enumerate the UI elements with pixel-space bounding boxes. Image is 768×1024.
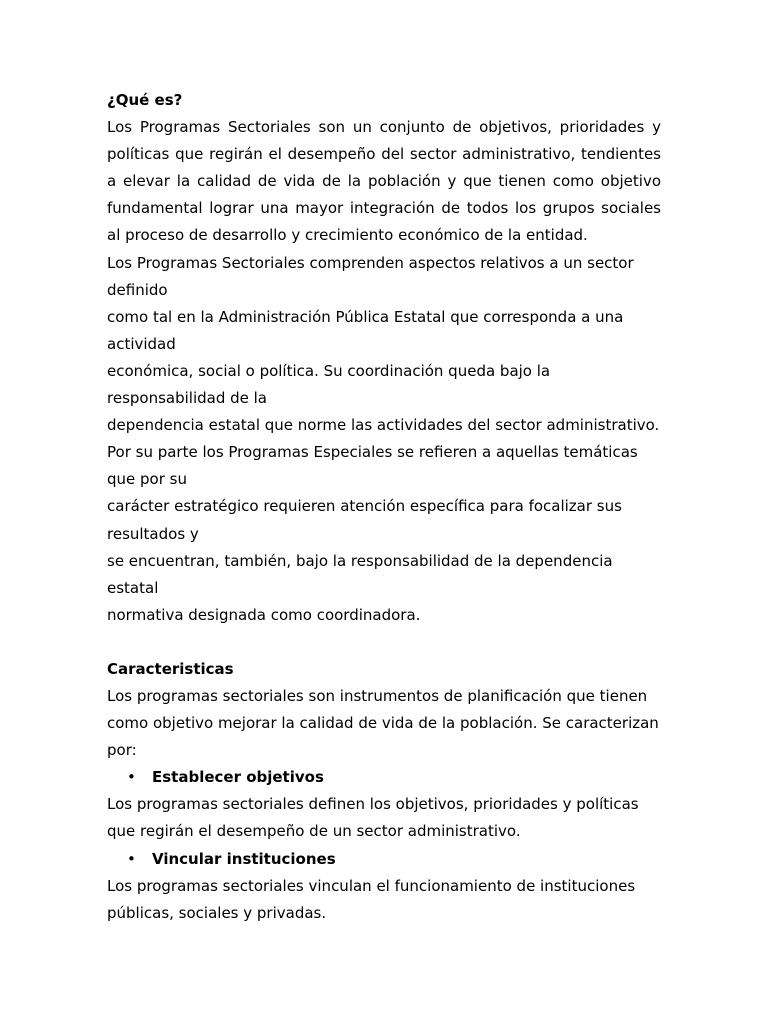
text-line: dependencia estatal que norme las actividades del sector administrativo. — [107, 416, 660, 435]
section-heading-que-es: ¿Qué es? — [107, 91, 183, 109]
text-line: se encuentran, también, bajo la responsabilidad de la dependencia — [107, 551, 613, 570]
text-line: resultados y — [107, 524, 199, 543]
text-line: estatal — [107, 578, 159, 597]
text-line: carácter estratégico requieren atención específica para focalizar sus — [107, 497, 622, 516]
bullet-description: Los programas sectoriales vinculan el funcionamiento de instituciones públicas, sociales y privadas. — [107, 876, 636, 922]
text-line: actividad — [107, 334, 176, 353]
bullet-icon: • — [127, 849, 136, 868]
document-page — [107, 87, 661, 927]
bullet-title: Vincular instituciones — [152, 849, 336, 868]
section-heading-caracteristicas: Caracteristicas — [107, 659, 234, 678]
spacer — [107, 629, 661, 656]
text-line: que por su — [107, 470, 187, 489]
paragraph-intro: Los programas sectoriales son instrumentos de planificación que tienen como objetivo mejorar la calidad de vida de la población. Se caracterizan por: — [107, 686, 659, 760]
text-line: económica, social o política. Su coordinación queda bajo la — [107, 361, 551, 380]
text-line: responsabilidad de la — [107, 389, 267, 408]
bullet-title: Establecer objetivos — [152, 768, 324, 787]
text-line: normativa designada como coordinadora. — [107, 605, 421, 624]
text-line: como tal en la Administración Pública Estatal que corresponda a una — [107, 307, 624, 326]
bullet-item — [107, 764, 661, 791]
bullet-description: Los programas sectoriales definen los objetivos, prioridades y políticas que regirán el desempeño de un sector administrativo. — [107, 795, 639, 841]
bullet-item — [107, 846, 661, 873]
paragraph-definition: Los Programas Sectoriales son un conjunto de objetivos, prioridades y políticas que regirán el desempeño del sector administrativo, tendientes a elevar la calidad de vida de la población y que tienen como objetivo fundamental lograr una mayor integración de todos los grupos sociales al proceso de desarrollo y crecimiento económico de la entidad. — [107, 118, 661, 245]
bullet-icon: • — [127, 768, 136, 787]
text-line: Por su parte los Programas Especiales se refieren a aquellas temáticas — [107, 443, 638, 462]
text-line: Los Programas Sectoriales comprenden aspectos relativos a un sector — [107, 253, 634, 272]
text-line: definido — [107, 280, 168, 299]
